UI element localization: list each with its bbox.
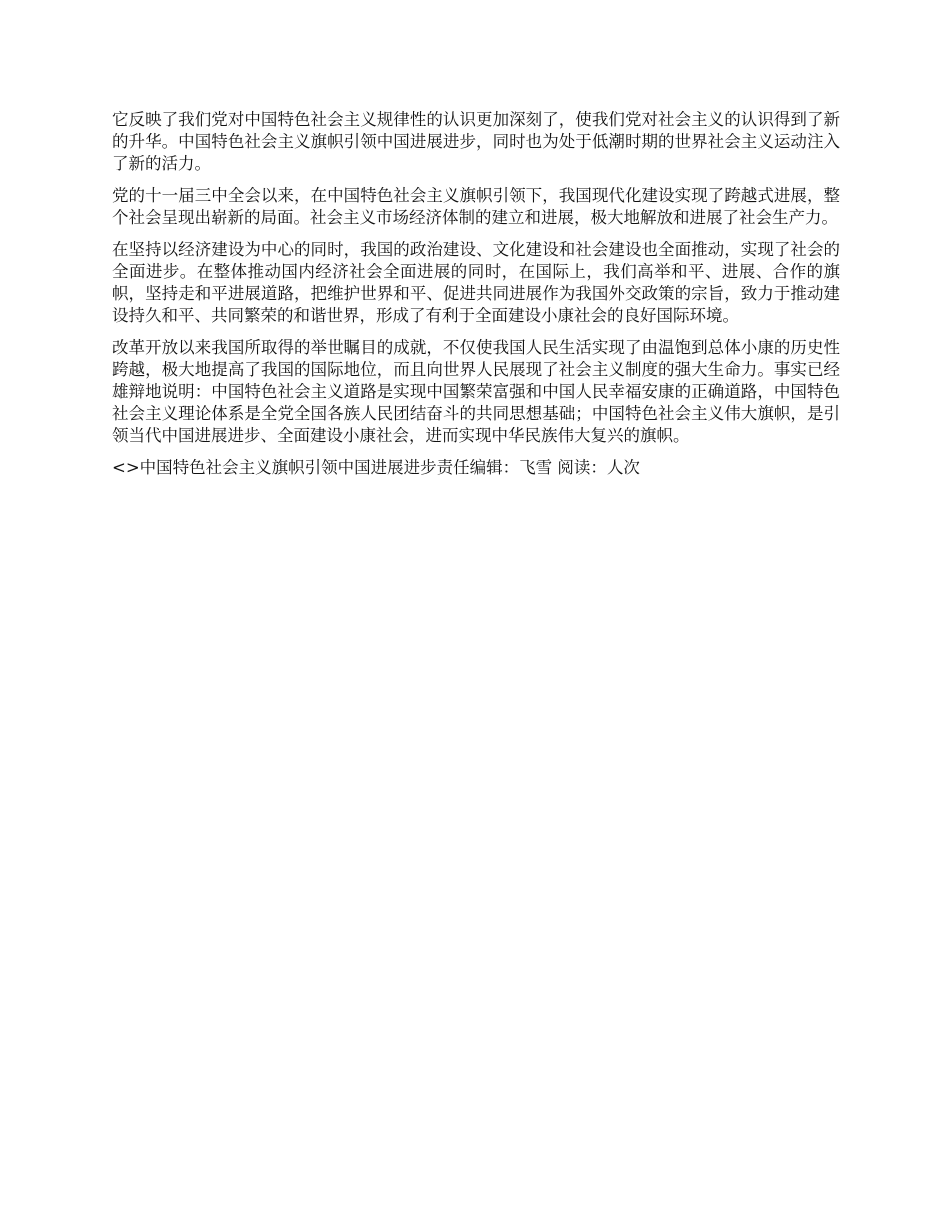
article-footer: <>中国特色社会主义旗帜引领中国进展进步责任编辑：飞雪 阅读：人次 (112, 458, 640, 477)
document-body (112, 109, 840, 479)
paragraph-2: 党的十一届三中全会以来，在中国特色社会主义旗帜引领下，我国现代化建设实现了跨越式进展，整个社会呈现出崭新的局面。社会主义市场经济体制的建立和进展，极大地解放和进展了社会生产力。 (112, 186, 840, 227)
paragraph-3: 在坚持以经济建设为中心的同时，我国的政治建设、文化建设和社会建设也全面推动，实现了社会的全面进步。在整体推动国内经济社会全面进展的同时，在国际上，我们高举和平、进展、合作的旗帜，坚持走和平进展道路，把维护世界和平、促进共同进展作为我国外交政策的宗旨，致力于推动建设持久和平、共同繁荣的和谐世界，形成了有利于全面建设小康社会的良好国际环境。 (112, 240, 840, 325)
paragraph-1: 它反映了我们党对中国特色社会主义规律性的认识更加深刻了，使我们党对社会主义的认识得到了新的升华。中国特色社会主义旗帜引领中国进展进步，同时也为处于低潮时期的世界社会主义运动注入了新的活力。 (112, 110, 840, 173)
paragraph-4: 改革开放以来我国所取得的举世瞩目的成就，不仅使我国人民生活实现了由温饱到总体小康的历史性跨越，极大地提高了我国的国际地位，而且向世界人民展现了社会主义制度的强大生命力。事实已经雄辩地说明：中国特色社会主义道路是实现中国繁荣富强和中国人民幸福安康的正确道路，中国特色社会主义理论体系是全党全国各族人民团结奋斗的共同思想基础；中国特色社会主义伟大旗帜，是引领当代中国进展进步、全面建设小康社会，进而实现中华民族伟大复兴的旗帜。 (112, 338, 840, 445)
